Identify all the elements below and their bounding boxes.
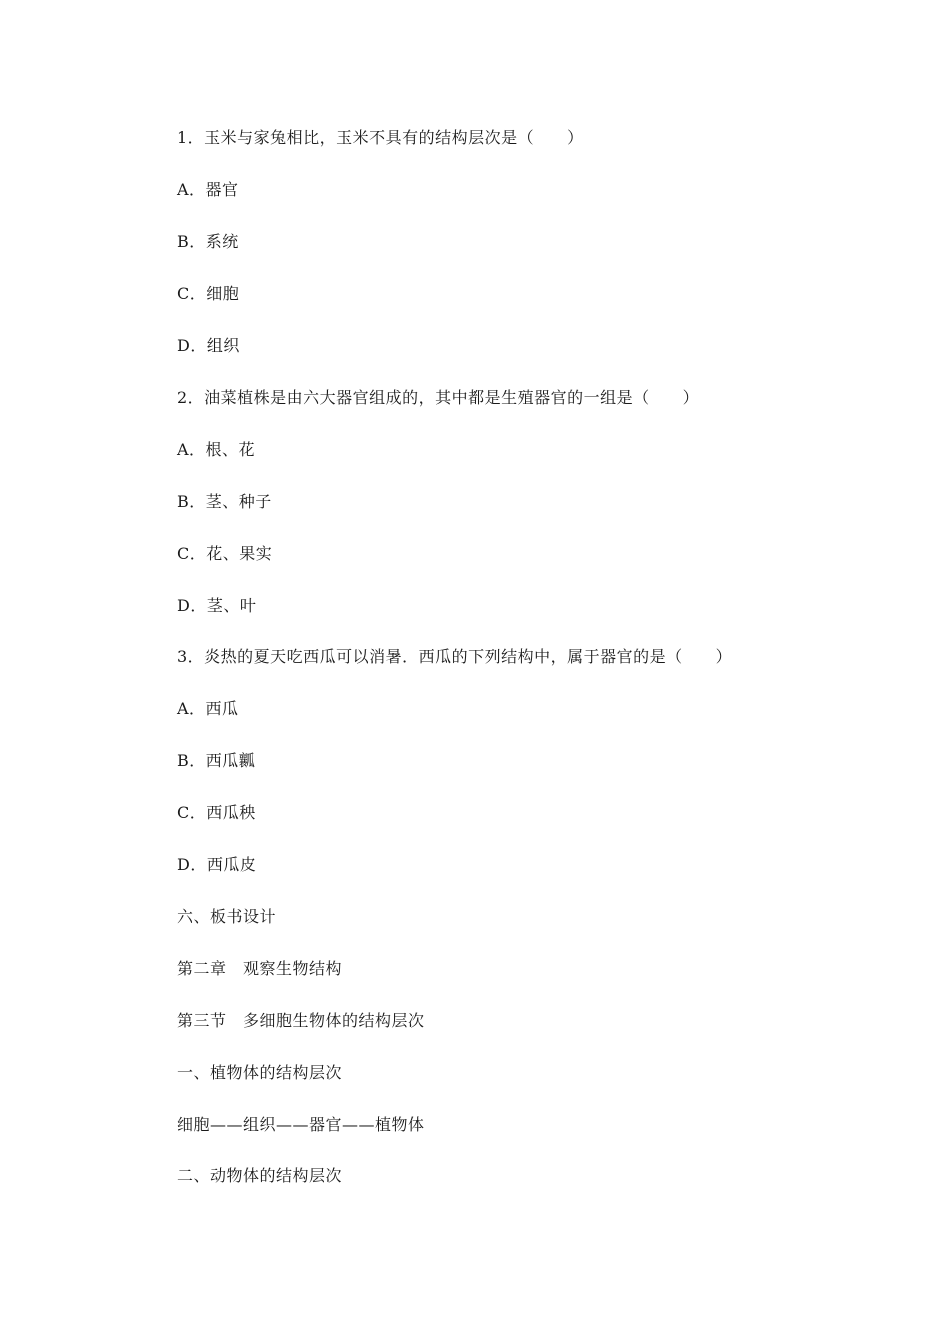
question-1-option-c: C．细胞 xyxy=(177,284,240,303)
chapter-title: 第二章 观察生物结构 xyxy=(177,959,343,978)
board-design-heading: 六、板书设计 xyxy=(177,907,277,926)
question-3-option-c: C．西瓜秧 xyxy=(177,803,256,822)
question-2-stem: 2．油菜植株是由六大器官组成的，其中都是生殖器官的一组是（ ） xyxy=(177,388,700,407)
question-2-option-c: C．花、果实 xyxy=(177,544,273,563)
question-3-option-a: A．西瓜 xyxy=(177,699,239,718)
plant-structure-levels: 细胞——组织——器官——植物体 xyxy=(177,1115,425,1134)
question-1-option-a: A．器官 xyxy=(177,180,239,199)
question-3-stem: 3．炎热的夏天吃西瓜可以消暑．西瓜的下列结构中，属于器官的是（ ） xyxy=(177,647,733,666)
question-2-option-a: A．根、花 xyxy=(177,440,256,459)
animal-structure-heading: 二、动物体的结构层次 xyxy=(177,1166,343,1185)
question-2-option-d: D．茎、叶 xyxy=(177,596,257,615)
question-3-option-b: B．西瓜瓤 xyxy=(177,751,256,770)
plant-structure-heading: 一、植物体的结构层次 xyxy=(177,1063,343,1082)
question-2-option-b: B．茎、种子 xyxy=(177,492,272,511)
question-1-option-d: D．组织 xyxy=(177,336,240,355)
question-1-option-b: B．系统 xyxy=(177,232,239,251)
question-3-option-d: D．西瓜皮 xyxy=(177,855,257,874)
section-title: 第三节 多细胞生物体的结构层次 xyxy=(177,1011,425,1030)
question-1-stem: 1．玉米与家兔相比，玉米不具有的结构层次是（ ） xyxy=(177,128,584,147)
